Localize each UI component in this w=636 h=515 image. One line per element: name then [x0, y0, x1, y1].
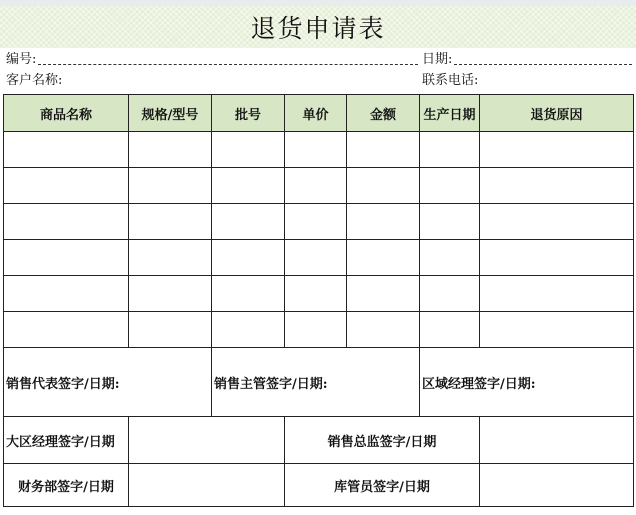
- signature-row-3: [4, 464, 634, 507]
- table-cell[interactable]: [480, 276, 634, 312]
- table-cell[interactable]: [285, 168, 347, 204]
- return-items-table: [3, 94, 634, 507]
- table-cell[interactable]: [212, 312, 285, 348]
- date-field[interactable]: [454, 64, 632, 65]
- table-cell[interactable]: [285, 132, 347, 168]
- column-header-production-date: 生产日期: [420, 95, 480, 132]
- table-cell[interactable]: [420, 168, 480, 204]
- table-cell[interactable]: [212, 204, 285, 240]
- table-cell[interactable]: [347, 132, 420, 168]
- column-header-spec-model: 规格/型号: [129, 95, 212, 132]
- table-cell[interactable]: [480, 168, 634, 204]
- table-cell[interactable]: [347, 276, 420, 312]
- table-cell[interactable]: [285, 240, 347, 276]
- table-header-row: [4, 95, 634, 132]
- column-header-product-name: 商品名称: [4, 95, 129, 132]
- sales-supervisor-signature-cell[interactable]: 销售主管签字/日期:: [212, 348, 420, 417]
- sales-director-signature-input[interactable]: [480, 417, 634, 464]
- table-cell[interactable]: [285, 204, 347, 240]
- regional-manager-signature-cell[interactable]: 区域经理签字/日期:: [420, 348, 634, 417]
- column-header-return-reason: 退货原因: [480, 95, 634, 132]
- phone-label: 联系电话:: [422, 73, 479, 88]
- signature-row-2: [4, 417, 634, 464]
- table-cell[interactable]: [420, 240, 480, 276]
- table-row: [4, 276, 634, 312]
- table-cell[interactable]: [347, 168, 420, 204]
- finance-signature-input[interactable]: [129, 464, 285, 507]
- table-cell[interactable]: [4, 312, 129, 348]
- table-cell[interactable]: [480, 240, 634, 276]
- table-cell[interactable]: [420, 276, 480, 312]
- column-header-batch-number: 批号: [212, 95, 285, 132]
- title-band: [0, 6, 636, 48]
- table-cell[interactable]: [212, 168, 285, 204]
- district-manager-signature-label: 大区经理签字/日期: [4, 417, 129, 464]
- customer-name-label: 客户名称:: [6, 73, 63, 88]
- date-label: 日期:: [422, 52, 453, 67]
- table-cell[interactable]: [285, 312, 347, 348]
- table-cell[interactable]: [4, 132, 129, 168]
- sales-rep-signature-cell[interactable]: 销售代表签字/日期:: [4, 348, 212, 417]
- table-row: [4, 204, 634, 240]
- sales-director-signature-label: 销售总监签字/日期: [285, 417, 480, 464]
- table-cell[interactable]: [4, 168, 129, 204]
- table-cell[interactable]: [347, 240, 420, 276]
- finance-signature-label: 财务部签字/日期: [4, 464, 129, 507]
- table-cell[interactable]: [212, 276, 285, 312]
- table-cell[interactable]: [420, 312, 480, 348]
- table-cell[interactable]: [129, 204, 212, 240]
- table-cell[interactable]: [347, 204, 420, 240]
- serial-number-field[interactable]: [38, 64, 418, 65]
- signature-row-1: [4, 348, 634, 417]
- warehouse-keeper-signature-input[interactable]: [480, 464, 634, 507]
- table-cell[interactable]: [480, 312, 634, 348]
- table-cell[interactable]: [129, 240, 212, 276]
- table-row: [4, 240, 634, 276]
- table-cell[interactable]: [347, 312, 420, 348]
- table-cell[interactable]: [420, 132, 480, 168]
- warehouse-keeper-signature-label: 库管员签字/日期: [285, 464, 480, 507]
- form-title: 退货申请表: [250, 14, 386, 43]
- table-cell[interactable]: [480, 204, 634, 240]
- table-cell[interactable]: [4, 204, 129, 240]
- column-header-unit-price: 单价: [285, 95, 347, 132]
- table-row: [4, 132, 634, 168]
- table-cell[interactable]: [129, 168, 212, 204]
- table-cell[interactable]: [4, 240, 129, 276]
- table-cell[interactable]: [129, 276, 212, 312]
- table-cell[interactable]: [212, 240, 285, 276]
- serial-number-label: 编号:: [6, 52, 37, 67]
- table-cell[interactable]: [420, 204, 480, 240]
- table-cell[interactable]: [212, 132, 285, 168]
- column-header-amount: 金额: [347, 95, 420, 132]
- table-row: [4, 312, 634, 348]
- item-rows: [4, 132, 634, 348]
- table-cell[interactable]: [129, 132, 212, 168]
- table-row: [4, 168, 634, 204]
- district-manager-signature-input[interactable]: [129, 417, 285, 464]
- table-cell[interactable]: [4, 276, 129, 312]
- table-cell[interactable]: [285, 276, 347, 312]
- table-cell[interactable]: [480, 132, 634, 168]
- table-cell[interactable]: [129, 312, 212, 348]
